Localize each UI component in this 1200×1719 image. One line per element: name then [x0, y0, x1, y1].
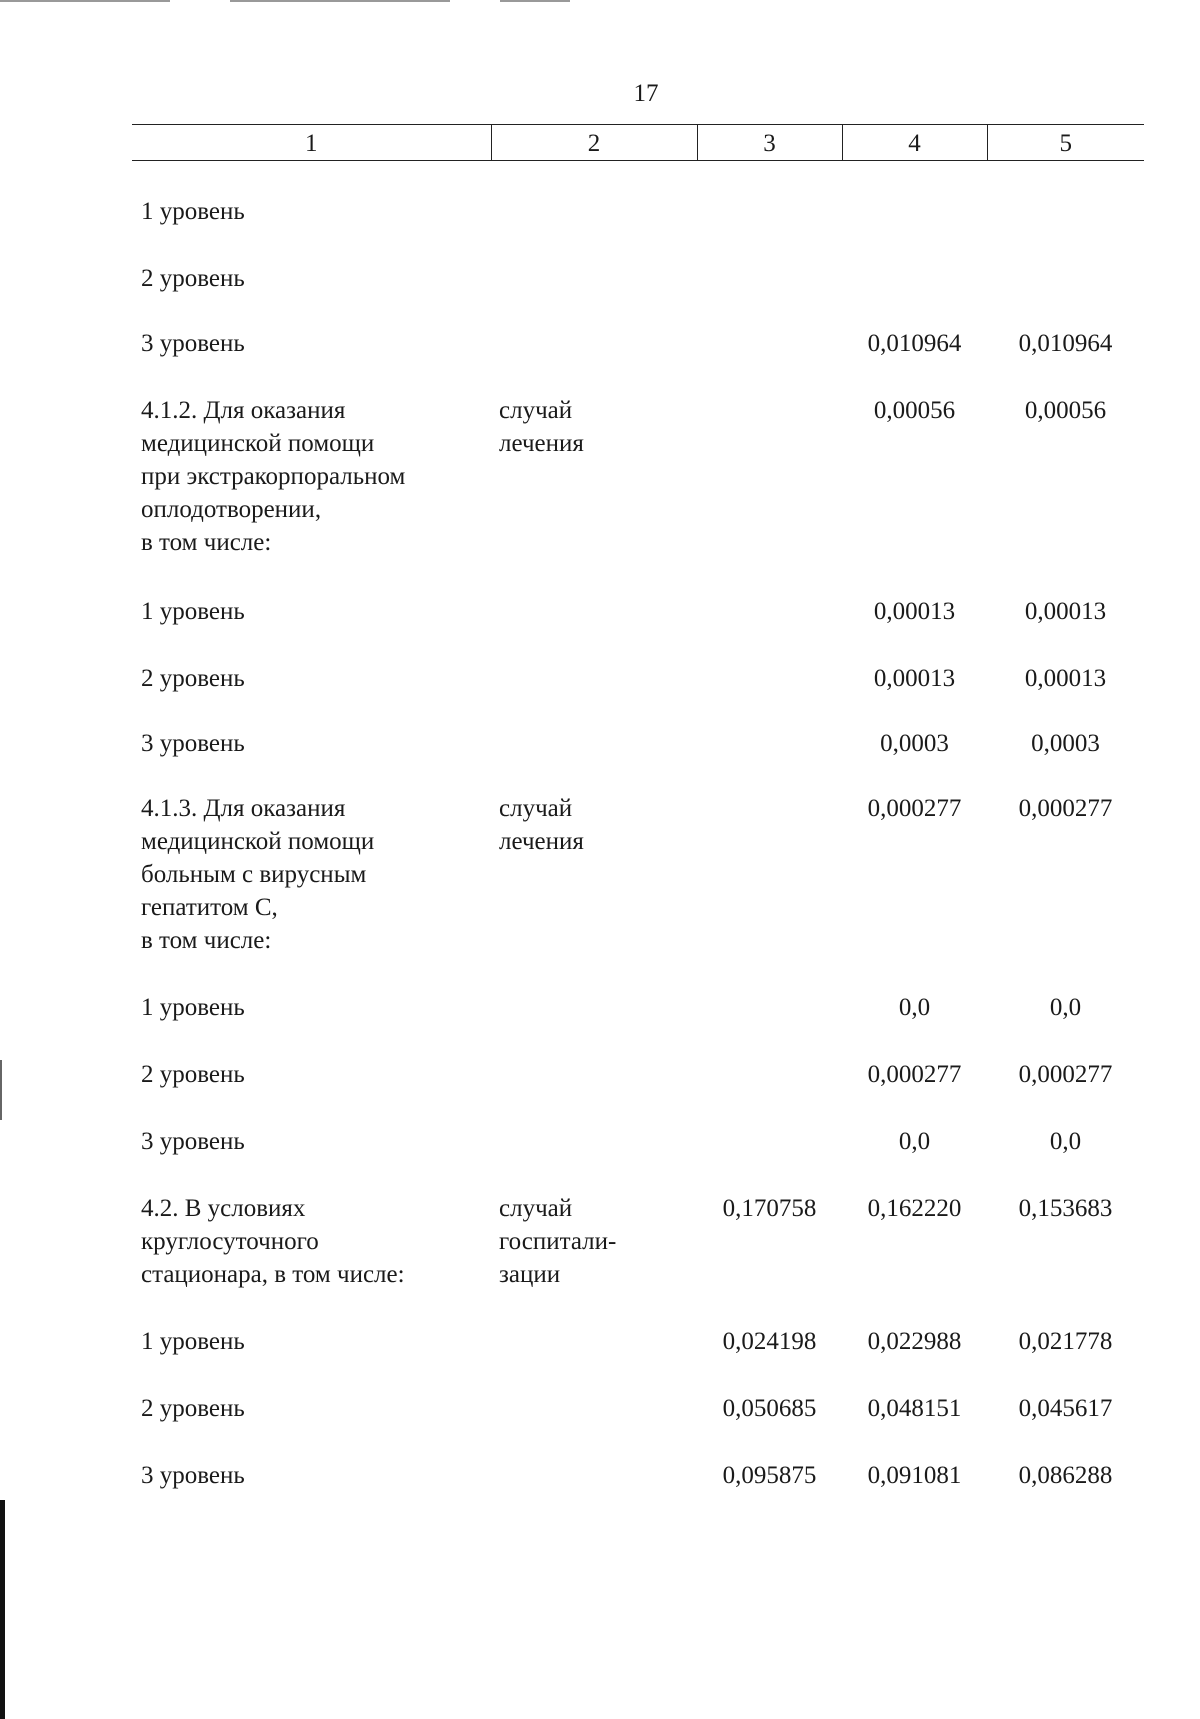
column-header: 2 — [491, 125, 697, 161]
value-col5: 0,000277 — [1018, 795, 1113, 822]
data-table-container — [132, 124, 1144, 1492]
value-col4: 0,162220 — [867, 1195, 962, 1222]
table-row — [132, 695, 1144, 760]
value-col4: 0,0003 — [880, 730, 949, 757]
value-col3 — [697, 360, 842, 559]
value-col5: 0,153683 — [1018, 1195, 1113, 1222]
row-unit — [491, 559, 697, 628]
row-unit — [491, 1024, 697, 1091]
column-header: 1 — [132, 125, 491, 161]
value-col5: 0,010964 — [1018, 330, 1113, 357]
scan-artifact — [500, 0, 570, 2]
row-unit — [491, 228, 697, 295]
row-unit — [491, 295, 697, 360]
value-col4: 0,000277 — [867, 795, 962, 822]
row-unit: случай лечения — [499, 795, 584, 855]
row-label: 2 уровень — [141, 1061, 245, 1088]
row-label: 4.1.2. Для оказания медицинской помощи при экстракорпоральном оплодотворении, в том числе: — [141, 397, 406, 556]
value-col3 — [697, 1024, 842, 1091]
value-col4: 0,0 — [898, 1128, 931, 1155]
row-label: 4.2. В условиях круглосуточного стационара, в том числе: — [141, 1195, 405, 1288]
row-unit: случай госпитали- зации — [499, 1195, 617, 1288]
scan-artifact — [0, 0, 170, 2]
page-number: 17 — [633, 80, 659, 107]
table-row — [132, 628, 1144, 695]
row-unit — [491, 1358, 697, 1425]
table-row — [132, 957, 1144, 1024]
table-row — [132, 1024, 1144, 1091]
value-col3 — [697, 760, 842, 957]
value-col3 — [697, 957, 842, 1024]
value-col4: 0,0 — [898, 994, 931, 1021]
value-col4: 0,000277 — [867, 1061, 962, 1088]
value-col4: 0,00013 — [873, 598, 956, 625]
value-col5: 0,0 — [1049, 994, 1082, 1021]
table-row — [132, 295, 1144, 360]
value-col3 — [697, 1091, 842, 1158]
table-body — [132, 161, 1144, 1493]
row-unit — [491, 695, 697, 760]
row-label: 3 уровень — [141, 330, 245, 357]
table-row — [132, 1291, 1144, 1358]
row-unit — [491, 161, 697, 229]
table-row — [132, 1158, 1144, 1291]
value-col3: 0,024198 — [722, 1328, 817, 1355]
scan-artifact — [0, 1500, 5, 1719]
row-label: 1 уровень — [141, 1328, 245, 1355]
value-col5: 0,00056 — [1024, 397, 1107, 424]
row-unit — [491, 957, 697, 1024]
column-header: 5 — [987, 125, 1144, 161]
value-col5: 0,0003 — [1031, 730, 1100, 757]
row-label: 2 уровень — [141, 1395, 245, 1422]
row-unit — [491, 1291, 697, 1358]
value-col4: 0,048151 — [867, 1395, 962, 1422]
table-row — [132, 228, 1144, 295]
value-col5: 0,0 — [1049, 1128, 1082, 1155]
value-col5: 0,000277 — [1018, 1061, 1113, 1088]
table-row — [132, 1091, 1144, 1158]
value-col3 — [697, 295, 842, 360]
row-unit: случай лечения — [499, 397, 584, 457]
table-row — [132, 559, 1144, 628]
value-col3 — [697, 228, 842, 295]
row-label: 1 уровень — [141, 994, 245, 1021]
value-col5: 0,045617 — [1018, 1395, 1113, 1422]
value-col4: 0,00056 — [873, 397, 956, 424]
row-label: 1 уровень — [141, 198, 245, 225]
table-row — [132, 1358, 1144, 1425]
row-unit — [491, 1091, 697, 1158]
value-col3 — [697, 695, 842, 760]
value-col5: 0,021778 — [1018, 1328, 1113, 1355]
row-unit — [491, 1425, 697, 1492]
value-col5: 0,00013 — [1024, 598, 1107, 625]
row-label: 3 уровень — [141, 1128, 245, 1155]
data-table — [132, 124, 1144, 1492]
value-col3 — [697, 628, 842, 695]
row-label: 3 уровень — [141, 1462, 245, 1489]
value-col4: 0,022988 — [867, 1328, 962, 1355]
table-row — [132, 161, 1144, 229]
row-label: 4.1.3. Для оказания медицинской помощи больным с вирусным гепатитом С, в том числе: — [141, 795, 375, 954]
value-col3: 0,170758 — [722, 1195, 817, 1222]
row-unit — [491, 628, 697, 695]
value-col5: 0,086288 — [1018, 1462, 1113, 1489]
value-col5 — [987, 228, 1144, 295]
row-label: 2 уровень — [141, 665, 245, 692]
value-col4: 0,091081 — [867, 1462, 962, 1489]
value-col4 — [842, 161, 987, 229]
scan-artifact — [230, 0, 450, 2]
table-row — [132, 760, 1144, 957]
table-row — [132, 360, 1144, 559]
row-label: 3 уровень — [141, 730, 245, 757]
value-col3: 0,050685 — [722, 1395, 817, 1422]
table-header-row — [132, 125, 1144, 161]
value-col5: 0,00013 — [1024, 665, 1107, 692]
value-col3 — [697, 161, 842, 229]
column-header: 3 — [697, 125, 842, 161]
value-col3: 0,095875 — [722, 1462, 817, 1489]
row-label: 1 уровень — [141, 598, 245, 625]
value-col5 — [987, 161, 1144, 229]
value-col3 — [697, 559, 842, 628]
row-label: 2 уровень — [141, 265, 245, 292]
table-row — [132, 1425, 1144, 1492]
value-col4: 0,00013 — [873, 665, 956, 692]
value-col4: 0,010964 — [867, 330, 962, 357]
column-header: 4 — [842, 125, 987, 161]
scan-artifact — [0, 1060, 2, 1120]
value-col4 — [842, 228, 987, 295]
